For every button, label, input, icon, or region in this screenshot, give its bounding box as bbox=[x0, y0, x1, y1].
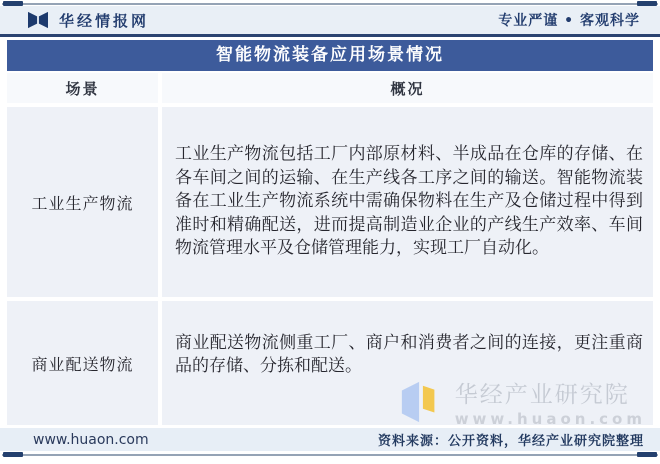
huajing-book-logo-icon bbox=[26, 10, 50, 30]
watermark-name: 华经产业研究院 bbox=[454, 382, 630, 408]
footer-source-note: 资料来源：公开资料，华经产业研究院整理 bbox=[377, 434, 644, 449]
table-title: 智能物流装备应用场景情况 bbox=[7, 40, 653, 71]
brand-name: 华经情报网 bbox=[59, 11, 150, 30]
footer-site-url: www.huaon.com bbox=[33, 431, 149, 448]
bottom-border-cap-right bbox=[637, 452, 657, 457]
scenario-table bbox=[7, 73, 653, 425]
row1-overview-text: 工业生产物流包括工厂内部原材料、半成品在仓库的存储、在各车间之间的运输、在生产线各工序之间的输送。智能物流装备在工业生产物流系统中需确保物料在生产及仓储过程中得到准时和精确配送，进而提高制造业企业的产线生产效率、车间物流管理水平及仓储管理能力，实现工厂自动化。 bbox=[175, 144, 643, 259]
row2-scene-cell: 商业配送物流 bbox=[7, 301, 158, 425]
bottom-border-decoration bbox=[0, 452, 660, 457]
row2-overview-cell bbox=[162, 301, 653, 425]
site-header bbox=[0, 6, 660, 34]
column-header-overview: 概况 bbox=[162, 73, 653, 103]
column-header-scene: 场景 bbox=[7, 73, 158, 103]
row1-scene-cell: 工业生产物流 bbox=[7, 107, 158, 297]
site-tagline: 专业严谨 • 客观科学 bbox=[498, 13, 640, 29]
bottom-border-line bbox=[2, 454, 658, 456]
row2-overview-text: 商业配送物流侧重工厂、商户和消费者之间的连接，更注重商品的存储、分拣和配送。 bbox=[175, 332, 643, 376]
brand bbox=[26, 10, 149, 31]
row1-overview-cell bbox=[162, 107, 653, 297]
footer bbox=[0, 428, 660, 451]
watermark-url: www.huaon.com bbox=[454, 410, 646, 428]
bottom-border-cap-left bbox=[3, 452, 23, 457]
top-border-line bbox=[2, 3, 658, 5]
header-divider bbox=[0, 34, 660, 37]
